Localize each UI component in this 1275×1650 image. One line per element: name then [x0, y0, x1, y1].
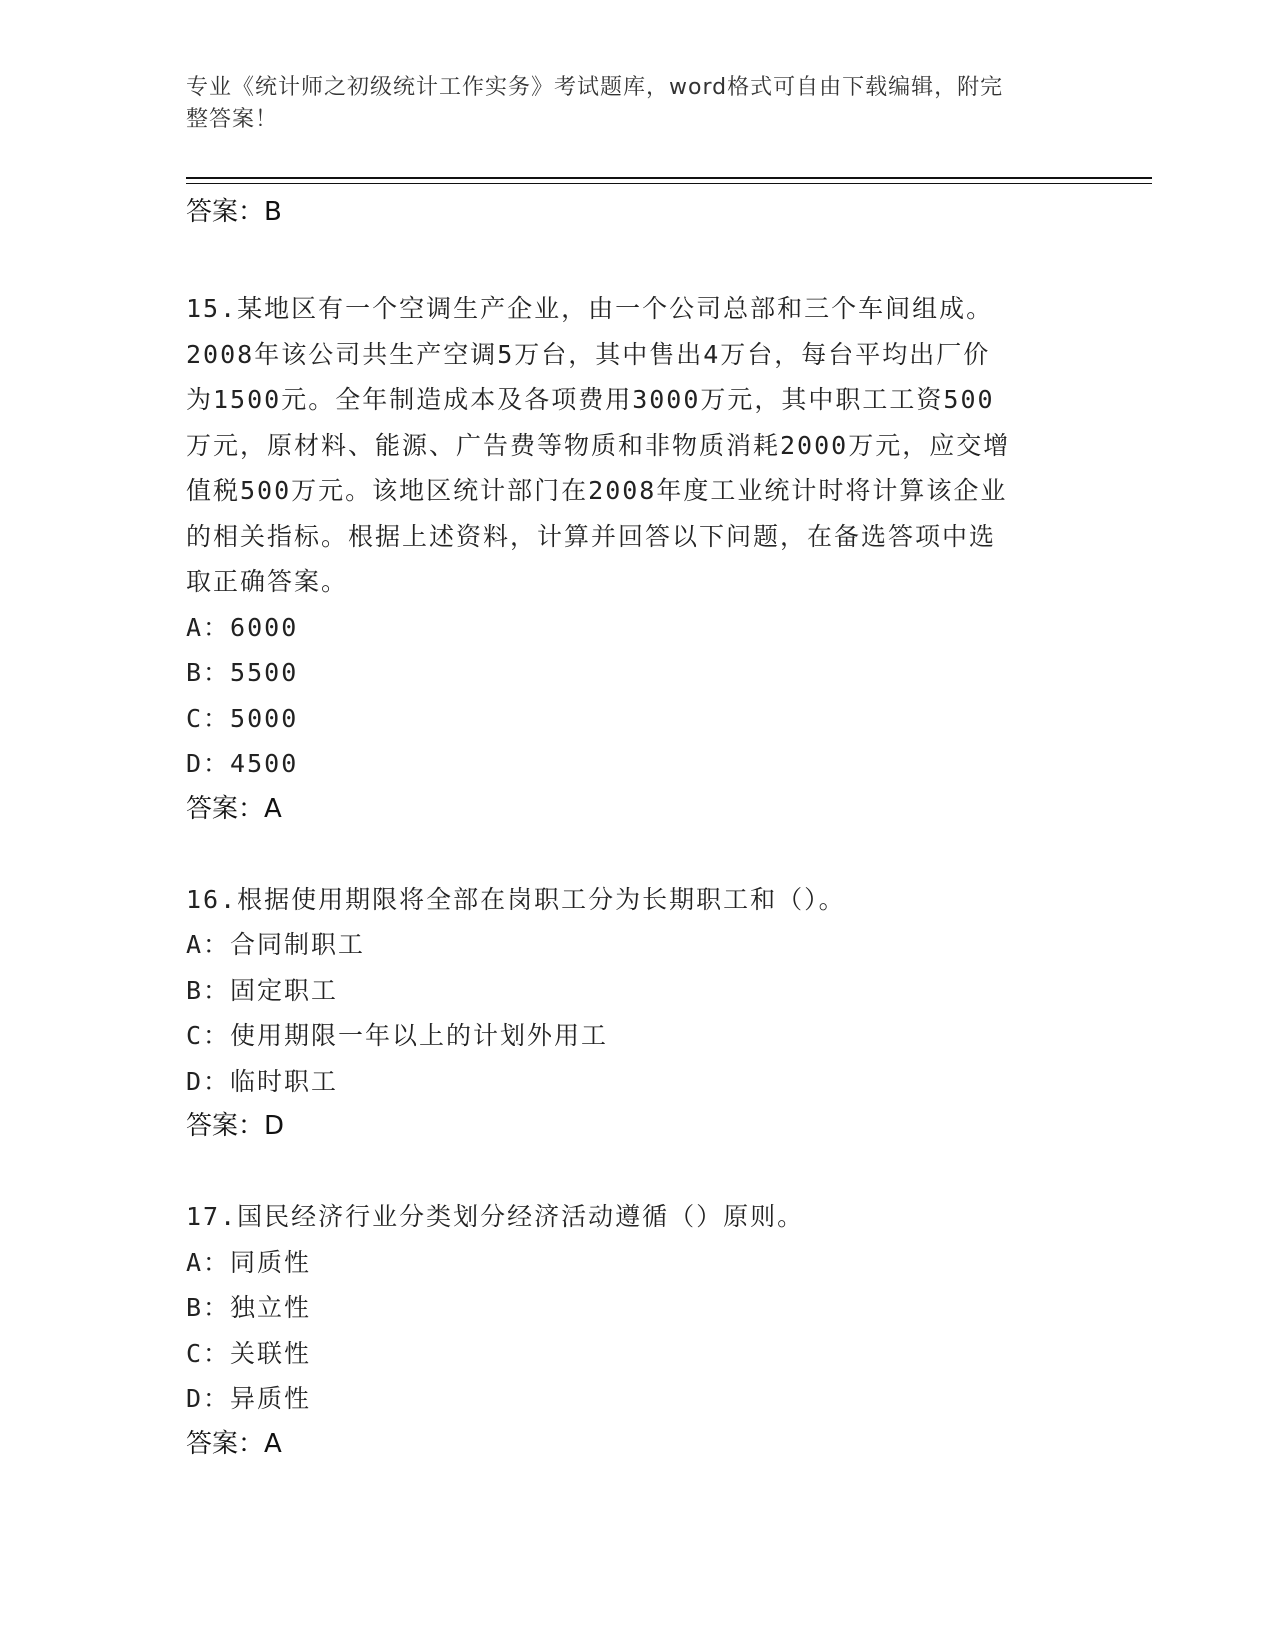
question-stem-line: 取正确答案。 [186, 567, 349, 596]
question-stem-line: 2008年该公司共生产空调5万台，其中售出4万台，每台平均出厂价 [186, 339, 991, 369]
spacer [186, 1148, 1086, 1194]
spacer [186, 234, 1086, 286]
question-answer: 答案：D [186, 1111, 285, 1141]
option-b: B：固定职工 [186, 975, 339, 1005]
header-line-1: 专业《统计师之初级统计工作实务》考试题库，word格式可自由下载编辑，附完 [186, 75, 1004, 100]
spacer [186, 831, 1086, 877]
option-d: D：异质性 [186, 1384, 312, 1413]
option-d: D：4500 [186, 749, 299, 778]
question-17 [186, 1194, 1086, 1466]
question-stem-line: 万元，原材料、能源、广告费等物质和非物质消耗2000万元，应交增 [186, 430, 1011, 460]
page-header [186, 72, 1066, 136]
option-b: B：5500 [186, 658, 299, 687]
question-stem-line: 为1500元。全年制造成本及各项费用3000万元，其中职工工资500 [186, 385, 995, 414]
option-a: A：同质性 [186, 1247, 312, 1277]
option-b: B：独立性 [186, 1293, 312, 1322]
question-stem-line: 16.根据使用期限将全部在岗职工分为长期职工和（）。 [186, 884, 846, 914]
question-answer: 答案：A [186, 1428, 282, 1459]
question-stem-line: 的相关指标。根据上述资料，计算并回答以下问题，在备选答项中选 [186, 521, 997, 551]
question-16 [186, 877, 1086, 1149]
question-stem-line: 17.国民经济行业分类划分经济活动遵循（）原则。 [186, 1202, 805, 1231]
option-c: C：5000 [186, 703, 299, 733]
option-c: C：关联性 [186, 1338, 312, 1368]
option-a: A：合同制职工 [186, 930, 366, 959]
header-line-2: 整答案！ [186, 107, 279, 132]
question-list [186, 190, 1086, 1466]
option-a: A：6000 [186, 612, 299, 642]
previous-answer: 答案：B [186, 197, 282, 227]
question-stem-line: 15.某地区有一个空调生产企业，由一个公司总部和三个车间组成。 [186, 294, 994, 323]
question-15 [186, 286, 1086, 831]
option-c: C：使用期限一年以上的计划外用工 [186, 1021, 609, 1050]
header-rule-thick [186, 177, 1152, 179]
header-rule-thin [186, 183, 1152, 184]
question-stem-line: 值税500万元。该地区统计部门在2008年度工业统计时将计算该企业 [186, 476, 1008, 505]
option-d: D：临时职工 [186, 1066, 339, 1096]
question-answer: 答案：A [186, 793, 282, 824]
